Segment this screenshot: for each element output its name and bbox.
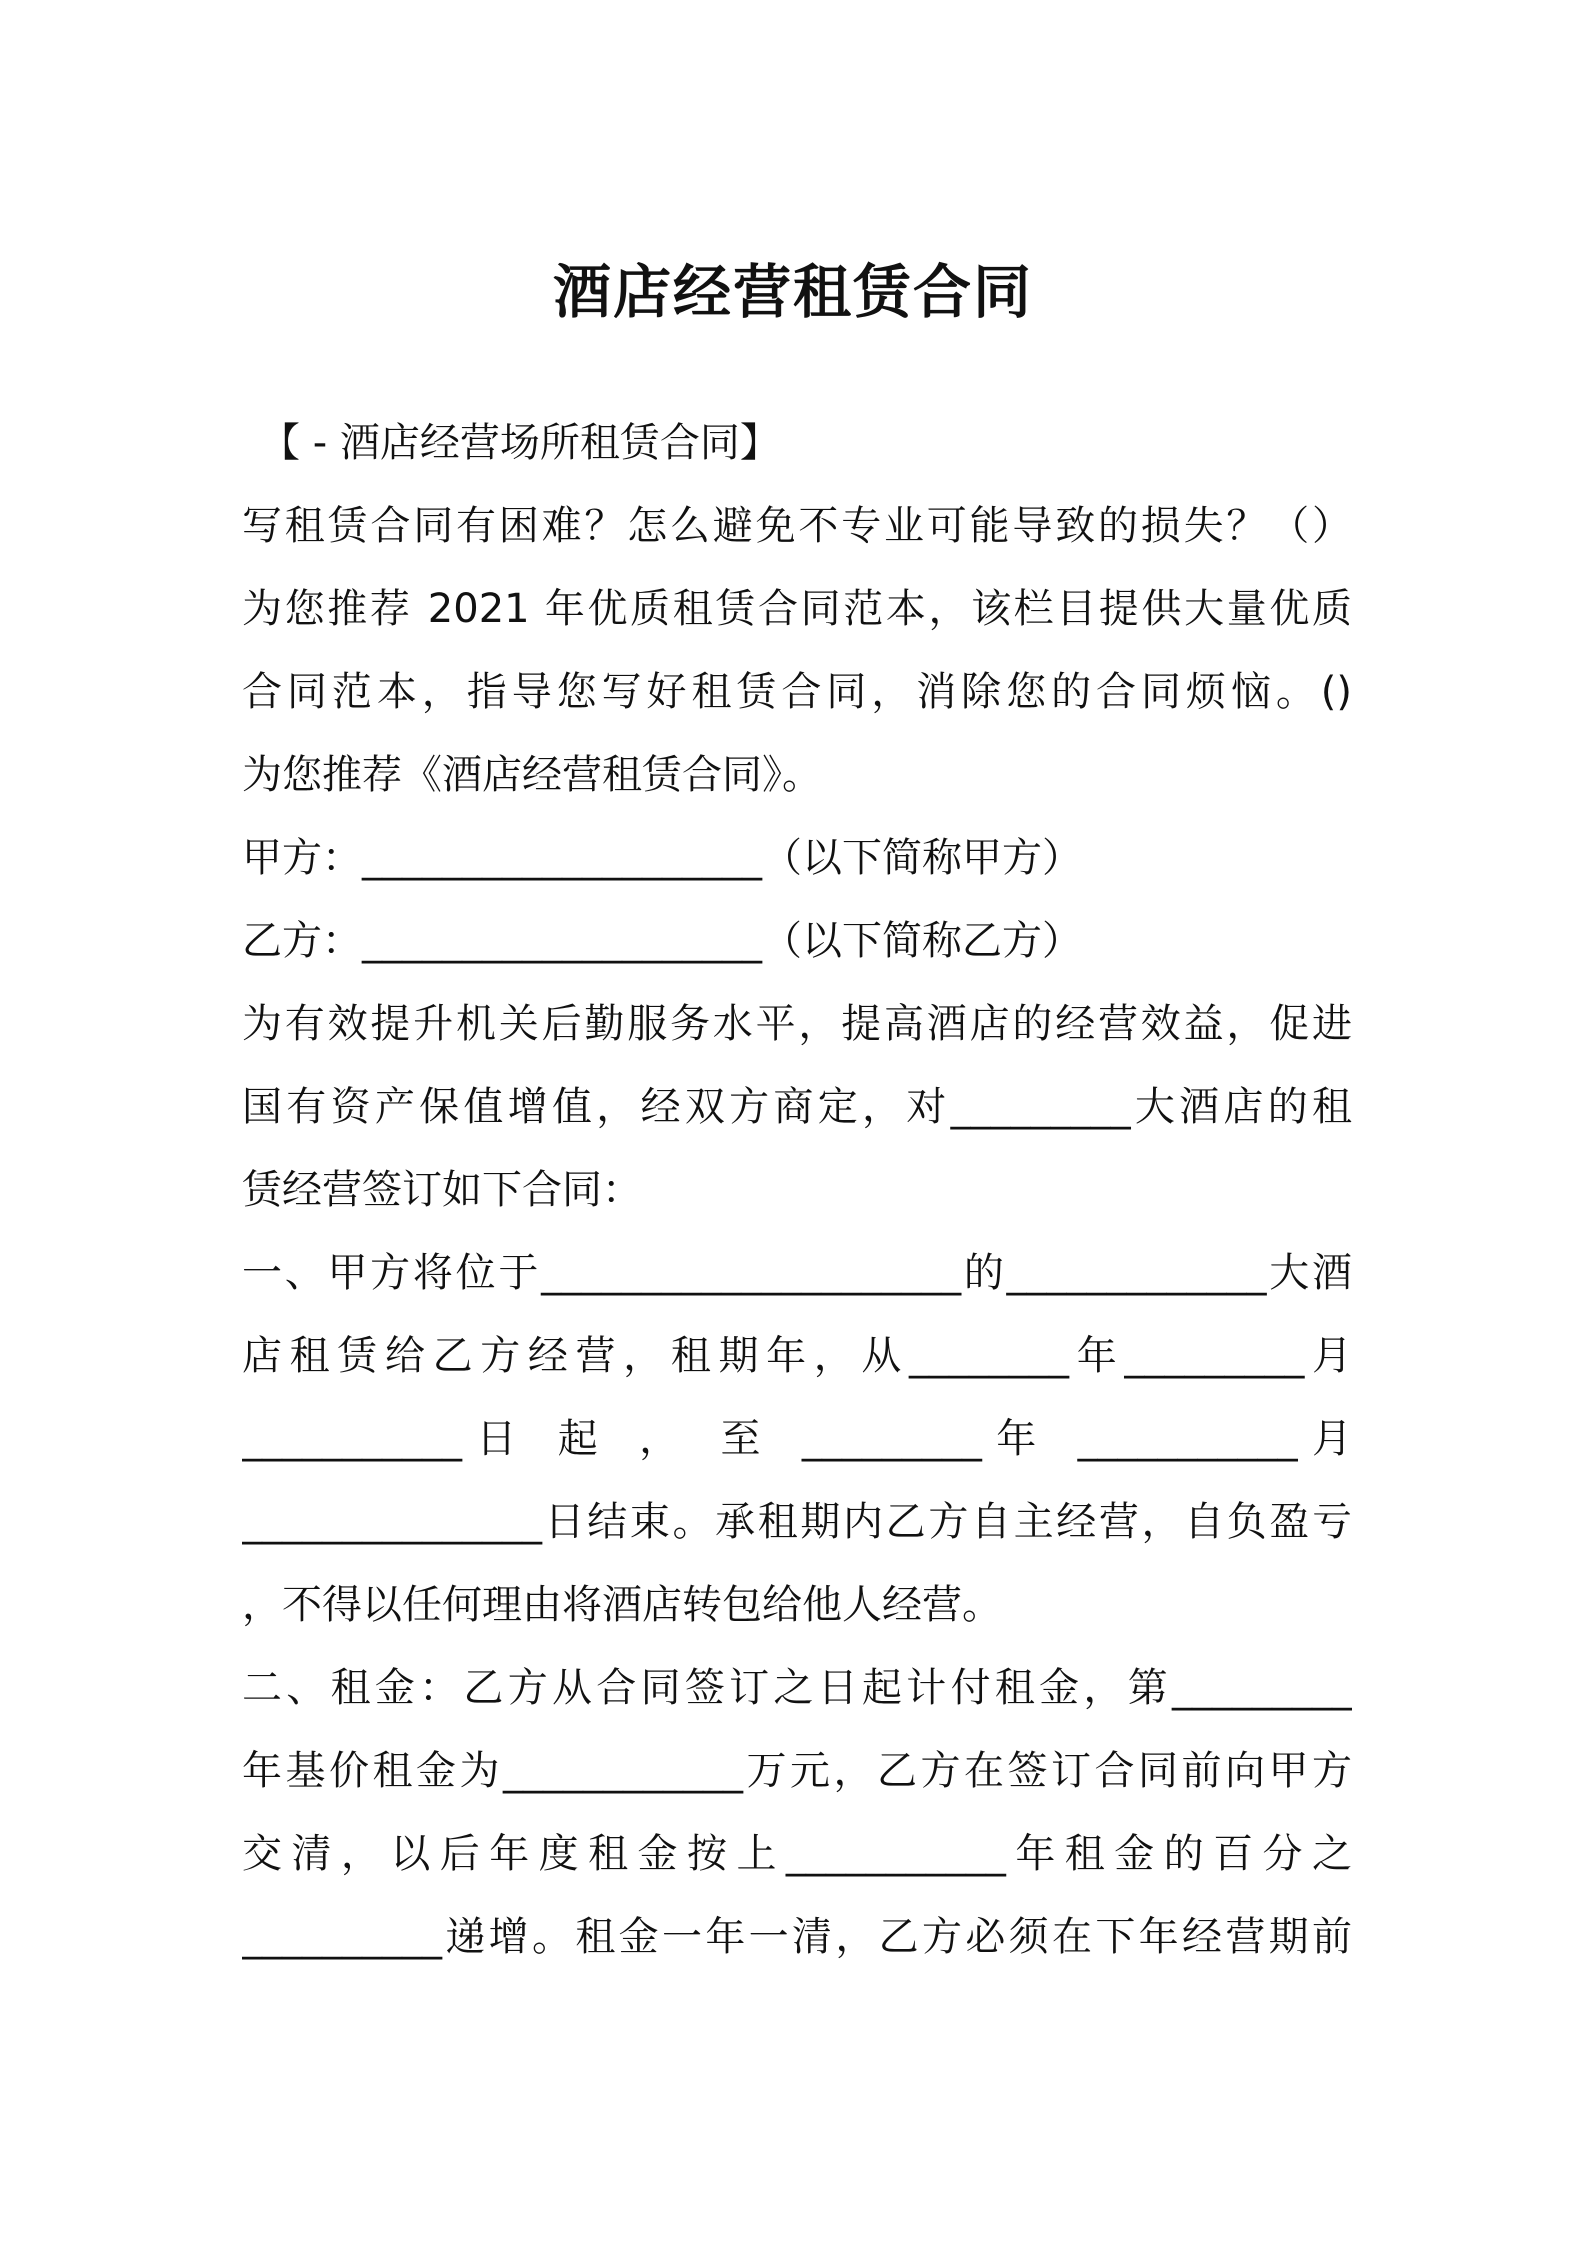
clause-line: 年基价租金为____________万元，乙方在签订合同前向甲方: [242, 1748, 1352, 1794]
clause-line: 交清，以后年度租金按上___________年租金的百分之: [242, 1831, 1352, 1877]
clause-line: __________递增。租金一年一清，乙方必须在下年经营期前: [242, 1914, 1352, 1960]
clause-line: 二、租金：乙方从合同签订之日起计付租金，第_________: [242, 1665, 1352, 1711]
paragraph-line: 为您推荐《酒店经营租赁合同》。: [242, 752, 822, 798]
contract-body: [242, 402, 1352, 1979]
section-heading: 【 - 酒店经营场所租赁合同】: [260, 420, 780, 466]
paragraph-line: 写租赁合同有困难？怎么避免不专业可能导致的损失？（）: [242, 503, 1352, 549]
party-b-line: 乙方：____________________（以下简称乙方）: [242, 918, 1082, 964]
party-a-line: 甲方：____________________（以下简称甲方）: [242, 835, 1082, 881]
clause-line: 一、甲方将位于_____________________的_____________大酒: [242, 1250, 1352, 1296]
paragraph-line: 赁经营签订如下合同：: [242, 1167, 642, 1213]
clause-line: ___________日 起 ， 至 _________年 ___________月: [242, 1416, 1352, 1462]
document-title: 酒店经营租赁合同: [552, 258, 1033, 326]
clause-line: ，不得以任何理由将酒店转包给他人经营。: [242, 1582, 1002, 1628]
paragraph-line: 为您推荐 2021 年优质租赁合同范本，该栏目提供大量优质: [242, 586, 1352, 632]
paragraph-line: 国有资产保值增值，经双方商定，对_________大酒店的租: [242, 1084, 1352, 1130]
paragraph-line: 为有效提升机关后勤服务水平，提高酒店的经营效益，促进: [242, 1001, 1352, 1047]
clause-line: 店租赁给乙方经营，租期年，从________年_________月: [242, 1333, 1352, 1379]
clause-line: _______________日结束。承租期内乙方自主经营，自负盈亏: [242, 1499, 1352, 1545]
paragraph-line: 合同范本，指导您写好租赁合同，消除您的合同烦恼。(): [242, 669, 1352, 715]
